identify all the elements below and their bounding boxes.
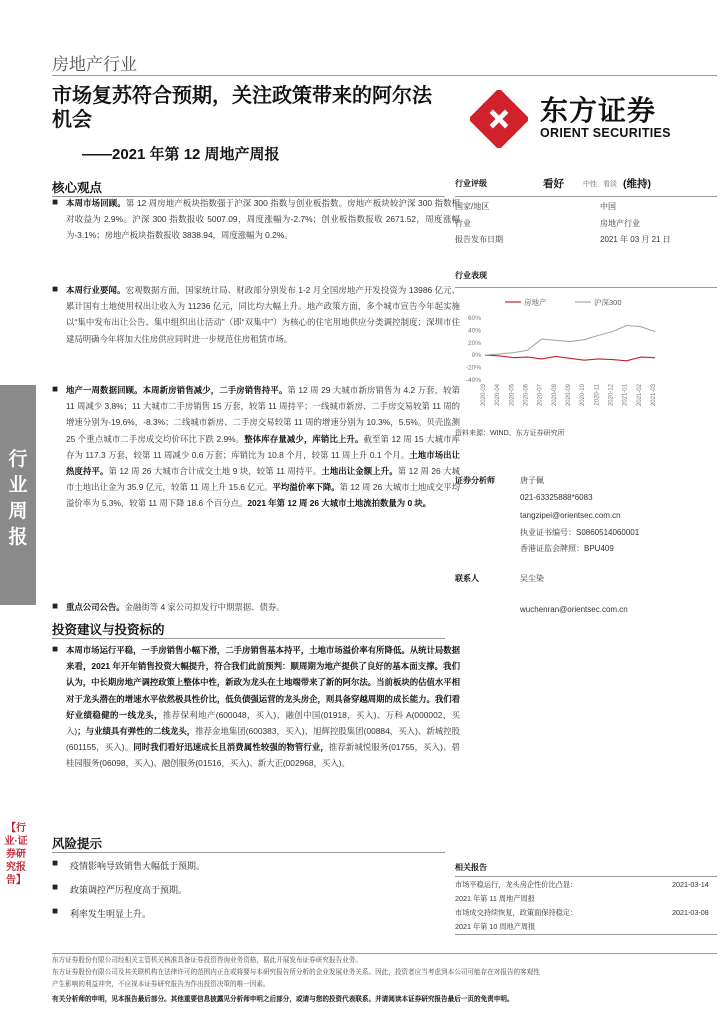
chart-divider (455, 287, 717, 288)
y-tick-label: 20% (467, 339, 481, 347)
contact-name: 吴尘染 (520, 574, 544, 583)
related-heading: 相关报告 (455, 863, 487, 872)
chart-title: 行业表现 (455, 271, 487, 280)
x-tick-label: 2020-12 (608, 384, 615, 407)
rating-current: 看好 (543, 178, 564, 190)
x-tick-label: 2020-11 (594, 384, 601, 406)
bullet-icon: ■ (52, 284, 59, 295)
report-subtitle: ——2021 年第 12 周地产周报 (82, 146, 280, 163)
x-tick-label: 2021-02 (636, 384, 643, 407)
brand-name-cn: 东方证券 (540, 95, 657, 126)
analyst-email: tangzipei@orientsec.com.cn (520, 511, 621, 520)
y-tick-label: -40% (465, 377, 481, 384)
related-divider (455, 876, 717, 877)
bullet-icon: ■ (52, 644, 59, 655)
footer-line-1: 东方证券股份有限公司经相关主管机关核准具备证券投资咨询业务资格，据此开展发布证券研究报告业务。 (52, 957, 362, 964)
x-tick-label: 2020-03 (481, 384, 487, 407)
info-row: 行业 房地产行业 (455, 219, 640, 228)
side-report-type: 【行业·证券研究报告】 (4, 823, 28, 886)
series-line-1 (485, 325, 655, 355)
side-band-label: 行业周报 (8, 449, 28, 548)
info-row: 国家/地区 中国 (455, 202, 616, 211)
legend-label: 房地产 (524, 298, 547, 307)
invest-heading: 投资建议与投资标的 (52, 623, 165, 637)
x-tick-label: 2020-04 (495, 384, 502, 407)
report-title: 市场复苏符合预期，关注政策带来的阿尔法机会 (52, 85, 432, 131)
x-tick-label: 2020-07 (537, 384, 544, 407)
risk-heading: 风险提示 (52, 837, 103, 851)
related-report[interactable]: 市场平稳运行，龙头房企性价比凸显： 2021-03-14 2021 年第 11 周地产周报 (455, 880, 709, 903)
core-heading: 核心观点 (52, 181, 103, 195)
rating-divider (455, 196, 717, 197)
y-tick-label: -20% (465, 364, 481, 372)
orient-logo-icon (470, 90, 528, 148)
legend-label: 沪深300 (594, 298, 622, 307)
x-tick-label: 2020-09 (566, 384, 572, 407)
top-divider (52, 75, 717, 76)
rating-row: 行业评级 看好 中性 看淡 (维持) (455, 178, 651, 190)
bullet-icon: ■ (52, 906, 59, 917)
related-bottom-divider (455, 934, 717, 935)
footer-disclaimer: 有关分析师的申明，见本报告最后部分。其他重要信息披露见分析师申明之后部分，或请与您的投资代表联系。并请阅读本证券研究报告最后一页的免责申明。 (52, 996, 514, 1003)
risk-divider (52, 852, 445, 853)
bullet-icon: ■ (52, 197, 59, 208)
analyst-name: 唐子佩 (520, 476, 544, 485)
x-tick-label: 2021-03 (651, 384, 657, 407)
footer-line-2: 东方证券股份有限公司及其关联机构在法律许可的范围内正在或将要与本研究报告所分析的企业发展业务关系。因此，投资者应当考虑到本公司可能存在对报告的客观性 (52, 969, 540, 976)
related-report[interactable]: 市场成交持续恢复，政策面保持稳定： 2021-03-08 2021 年第 10 周地产周报 (455, 908, 709, 931)
bullet-icon: ■ (52, 601, 59, 612)
y-tick-label: 60% (467, 315, 481, 322)
brand-name-en: ORIENT SECURITIES (540, 126, 671, 140)
analyst-phone: 021-63325888*6083 (520, 493, 593, 502)
contact-email: wuchenran@orientsec.com.cn (520, 605, 628, 614)
y-tick-label: 40% (467, 327, 481, 335)
invest-divider (52, 638, 445, 639)
x-tick-label: 2020-08 (551, 384, 558, 407)
x-tick-label: 2021-01 (622, 384, 629, 407)
footer-line-3: 产生影响的利益冲突，不应视本证券研究报告为作出投资决策的唯一因素。 (52, 981, 270, 988)
chart-source: 资料来源：WIND、东方证券研究所 (455, 430, 565, 437)
y-tick-label: 0% (471, 352, 481, 360)
sector-title: 房地产行业 (52, 55, 137, 74)
footer-divider (52, 953, 717, 954)
bullet-icon: ■ (52, 384, 59, 395)
analyst-cert: 执业证书编号：S0860514060001 (520, 528, 640, 537)
x-tick-label: 2020-06 (523, 384, 530, 407)
bullet-icon: ■ (52, 858, 59, 869)
side-band (0, 385, 36, 605)
analyst-hk: 香港证监会牌照：BPU409 (520, 544, 614, 553)
industry-performance-chart (455, 290, 717, 420)
series-line-0 (485, 355, 655, 361)
x-tick-label: 2020-05 (509, 384, 516, 407)
bullet-icon: ■ (52, 882, 59, 893)
info-row: 报告发布日期 2021 年 03 月 21 日 (455, 235, 671, 244)
x-tick-label: 2020-10 (580, 384, 587, 407)
